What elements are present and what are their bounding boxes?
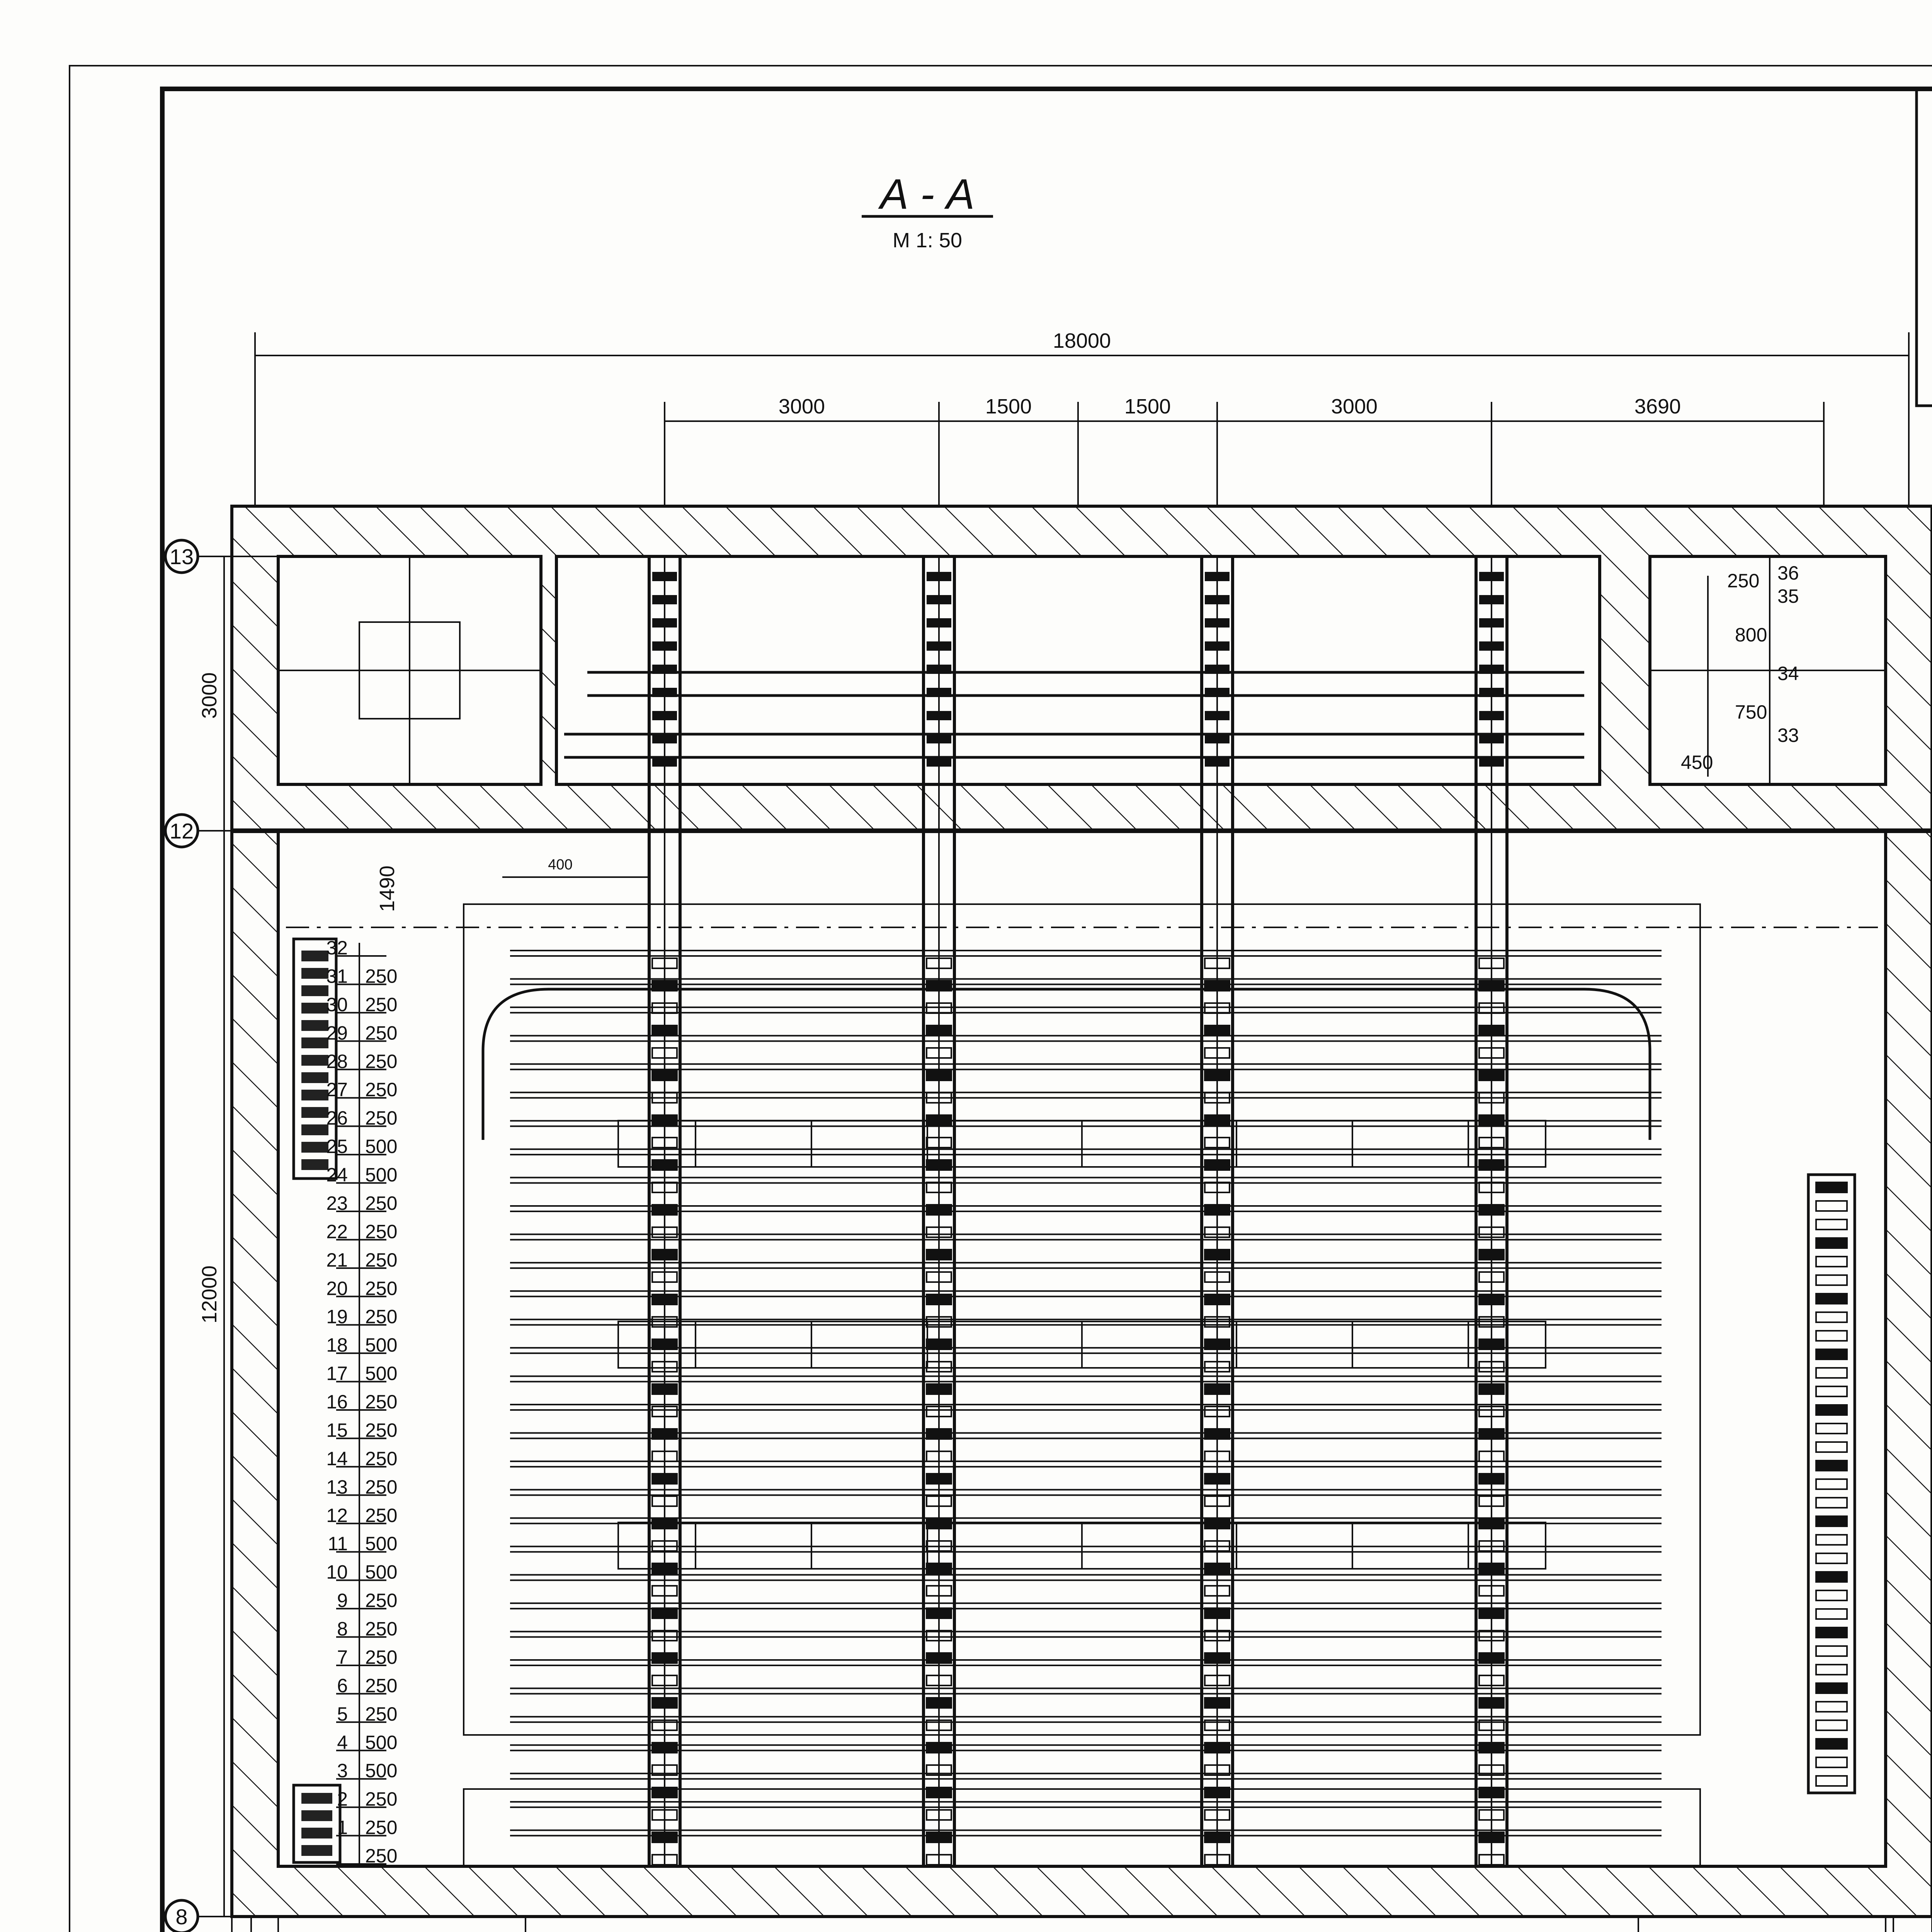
row-number: 10 (326, 1561, 348, 1583)
rear-dim-2: 800 (1735, 624, 1767, 646)
axis-8 (165, 1900, 232, 1932)
row-dim: 250 (365, 1703, 398, 1725)
row-dim: 500 (365, 1362, 398, 1384)
row-dim: 250 (365, 1618, 398, 1640)
section-scale: М 1: 50 (892, 229, 963, 252)
rear-dim-3: 750 (1735, 701, 1767, 723)
rear-mark-35: 35 (1777, 585, 1799, 607)
dim-seg-5: 3690 (1634, 395, 1681, 418)
main-stage-walls (232, 831, 1932, 1917)
row-dim: 250 (365, 1476, 398, 1498)
dim-overall: 18000 (1053, 329, 1111, 352)
rear-stage-marks (1681, 562, 1799, 777)
row-number: 27 (326, 1079, 348, 1101)
row-dim: 500 (365, 1731, 398, 1753)
row-number: 26 (326, 1107, 348, 1129)
row-number: 31 (326, 965, 348, 987)
inner-frame (162, 89, 1932, 1932)
row-dim: 250 (365, 1391, 398, 1413)
row-number: 22 (326, 1221, 348, 1243)
row-number: 15 (326, 1419, 348, 1441)
row-dim: 250 (365, 965, 398, 987)
row-dim: 500 (365, 1561, 398, 1583)
row-dim: 500 (365, 1334, 398, 1356)
dim-1490: 1490 (376, 865, 399, 912)
rear-mark-34: 34 (1777, 663, 1799, 684)
svg-text:13: 13 (169, 544, 194, 569)
row-dim: 500 (365, 1164, 398, 1186)
row-dim: 250 (365, 1447, 398, 1469)
row-number: 19 (326, 1306, 348, 1328)
row-number: 4 (337, 1731, 348, 1753)
rear-mark-33: 33 (1777, 724, 1799, 746)
bottom-dimensions (232, 1917, 1932, 1932)
row-number: 5 (337, 1703, 348, 1725)
row-number: 7 (337, 1646, 348, 1668)
row-number: 3 (337, 1760, 348, 1782)
row-number: 13 (326, 1476, 348, 1498)
row-number: 23 (326, 1192, 348, 1214)
lift-lines (286, 927, 1878, 1862)
row-dim: 250 (365, 993, 398, 1015)
top-dimensions (255, 329, 1909, 510)
row-dim: 250 (365, 1277, 398, 1299)
dim-seg-1: 3000 (778, 395, 825, 418)
axis-sh (235, 1917, 267, 1932)
dim-3000: 3000 (198, 672, 221, 719)
row-dim: 250 (365, 1022, 398, 1044)
outer-border (70, 66, 1932, 1932)
dim-seg-3: 1500 (1124, 395, 1171, 418)
row-dim: 250 (365, 1107, 398, 1129)
row-number: 28 (326, 1050, 348, 1072)
row-dim: 250 (365, 1050, 398, 1072)
axis-12 (165, 815, 232, 847)
row-number: 12 (326, 1504, 348, 1526)
row-dim: 250 (365, 1788, 398, 1810)
row-dim: 250 (365, 1249, 398, 1271)
row-dim: 250 (365, 1079, 398, 1101)
row-number: 29 (326, 1022, 348, 1044)
row-number: 24 (326, 1164, 348, 1186)
row-dim: 250 (365, 1675, 398, 1697)
row-dim: 250 (365, 1419, 398, 1441)
row-dim: 500 (365, 1760, 398, 1782)
row-number: 25 (326, 1136, 348, 1158)
row-dim: 250 (365, 1306, 398, 1328)
axis-t (1877, 1917, 1910, 1932)
row-dim: 250 (365, 1646, 398, 1668)
row-dim: 250 (365, 1504, 398, 1526)
row-dim: 500 (365, 1136, 398, 1158)
row-dim: 250 (365, 1221, 398, 1243)
row-number: 8 (337, 1618, 348, 1640)
row-number: 6 (337, 1675, 348, 1697)
row-number: 21 (326, 1249, 348, 1271)
svg-text:12: 12 (169, 819, 194, 843)
row-dim: 250 (365, 1192, 398, 1214)
row-dim: 250 (365, 1845, 398, 1867)
svg-text:8: 8 (175, 1905, 188, 1929)
row-number: 32 (326, 937, 348, 959)
row-dim: 500 (365, 1533, 398, 1555)
row-number: 1 (337, 1816, 348, 1838)
row-number: 20 (326, 1277, 348, 1299)
stamp-cell (1917, 89, 1932, 406)
row-number: 17 (326, 1362, 348, 1384)
row-number: 9 (337, 1590, 348, 1612)
rear-mark-36: 36 (1777, 562, 1799, 584)
section-title: А - А (880, 170, 975, 218)
row-number: 2 (337, 1788, 348, 1810)
row-dim: 250 (365, 1590, 398, 1612)
row-number: 16 (326, 1391, 348, 1413)
rear-dim-4: 450 (1681, 752, 1713, 773)
row-number: 18 (326, 1334, 348, 1356)
row-dim: 250 (365, 1816, 398, 1838)
row-number: 14 (326, 1447, 348, 1469)
dim-400: 400 (548, 857, 573, 873)
dim-12000: 12000 (198, 1265, 221, 1324)
rear-stage-walls (232, 506, 1932, 831)
rear-dim-1: 250 (1727, 570, 1760, 592)
row-number: 11 (328, 1533, 348, 1555)
dim-seg-4: 3000 (1331, 395, 1378, 418)
dim-seg-2: 1500 (985, 395, 1032, 418)
row-number: 30 (326, 993, 348, 1015)
